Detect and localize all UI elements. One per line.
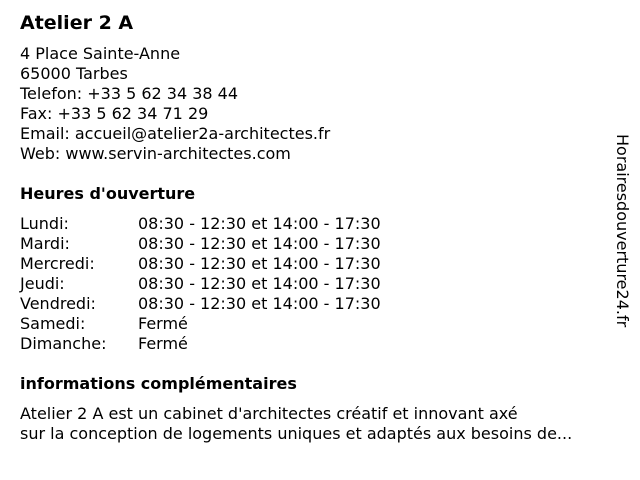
site-watermark: Horairesdouverture24.fr — [613, 134, 632, 328]
day-label: Vendredi: — [20, 294, 96, 313]
hours-row-sunday — [20, 334, 381, 354]
phone-number: Telefon: +33 5 62 34 38 44 — [20, 84, 239, 103]
opening-hours-heading: Heures d'ouverture — [20, 184, 196, 203]
additional-info-heading: informations complémentaires — [20, 374, 297, 393]
fax-number: Fax: +33 5 62 34 71 29 — [20, 104, 209, 123]
email-address: Email: accueil@atelier2a-architectes.fr — [20, 124, 331, 143]
hours-row-tuesday — [20, 234, 381, 254]
day-label: Dimanche: — [20, 334, 107, 353]
day-label: Mercredi: — [20, 254, 95, 273]
day-hours: Fermé — [138, 334, 188, 353]
description-line: sur la conception de logements uniques et adaptés aux besoins de... — [20, 424, 573, 443]
opening-hours-table — [20, 214, 381, 354]
day-hours: Fermé — [138, 314, 188, 333]
city-postcode: 65000 Tarbes — [20, 64, 128, 83]
day-label: Mardi: — [20, 234, 70, 253]
hours-row-thursday — [20, 274, 381, 294]
day-label: Lundi: — [20, 214, 69, 233]
address-block — [20, 44, 330, 164]
website-address: Web: www.servin-architectes.com — [20, 144, 291, 163]
day-hours: 08:30 - 12:30 et 14:00 - 17:30 — [138, 274, 381, 293]
business-description — [20, 404, 572, 444]
hours-row-saturday — [20, 314, 381, 334]
street-address: 4 Place Sainte-Anne — [20, 44, 181, 63]
hours-row-wednesday — [20, 254, 381, 274]
description-line: Atelier 2 A est un cabinet d'architectes créatif et innovant axé — [20, 404, 518, 423]
hours-row-friday — [20, 294, 381, 314]
hours-row-monday — [20, 214, 381, 234]
business-title: Atelier 2 A — [20, 12, 134, 34]
day-hours: 08:30 - 12:30 et 14:00 - 17:30 — [138, 294, 381, 313]
day-hours: 08:30 - 12:30 et 14:00 - 17:30 — [138, 234, 381, 253]
day-label: Jeudi: — [20, 274, 65, 293]
day-hours: 08:30 - 12:30 et 14:00 - 17:30 — [138, 254, 381, 273]
day-hours: 08:30 - 12:30 et 14:00 - 17:30 — [138, 214, 381, 233]
day-label: Samedi: — [20, 314, 86, 333]
